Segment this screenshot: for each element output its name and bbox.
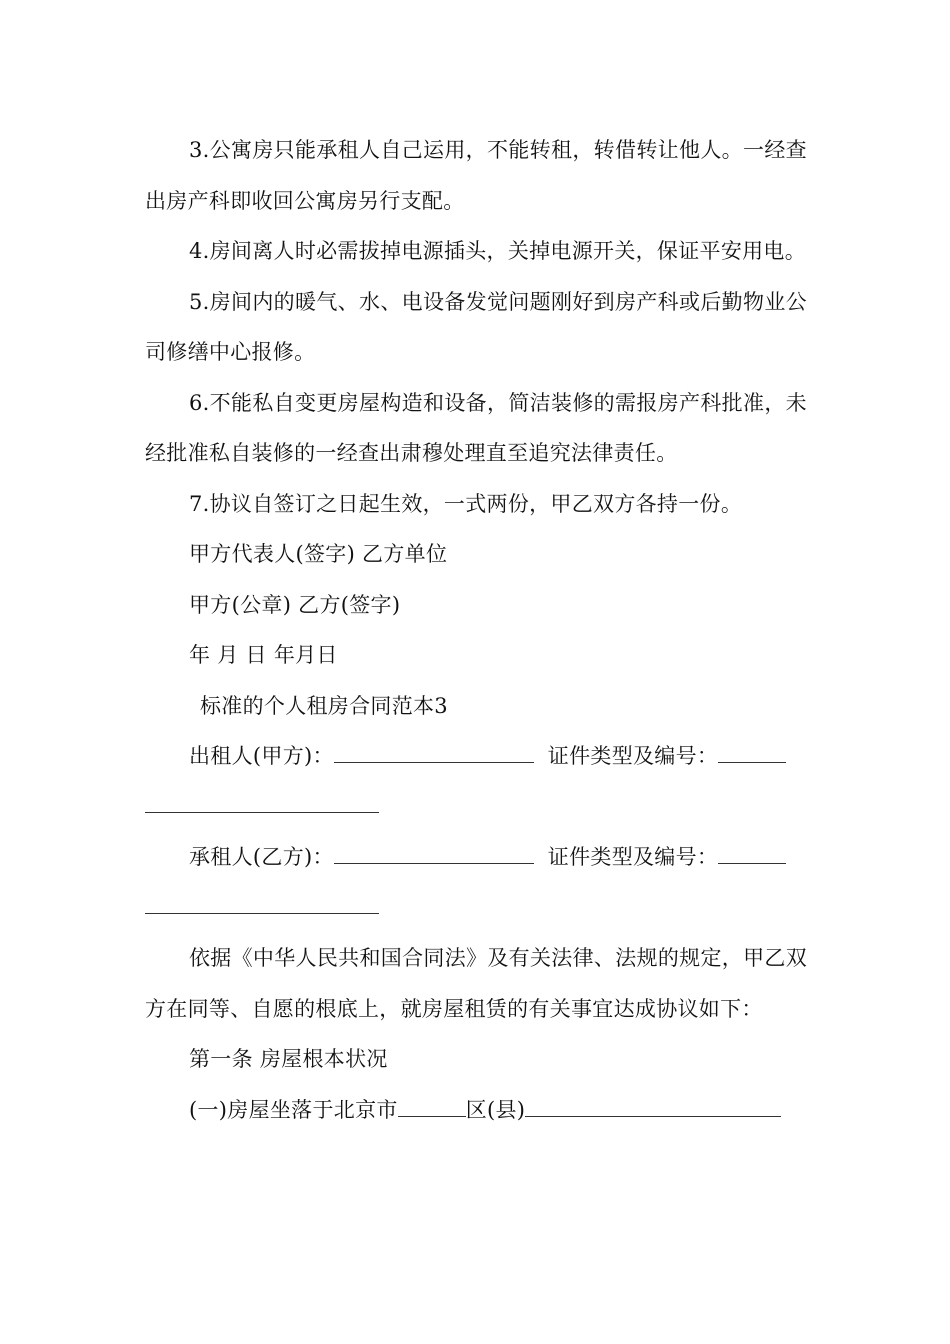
signature-line-1: 甲方代表人(签字) 乙方单位	[189, 542, 448, 566]
address-blank	[525, 1100, 781, 1117]
district-blank	[398, 1100, 466, 1117]
lessee-line	[145, 832, 807, 883]
clause-5: 5.房间内的暖气、水、电设备发觉问题刚好到房产科或后勤物业公司修缮中心报修。	[145, 289, 807, 364]
clause-3: 3.公寓房只能承租人自己运用，不能转租，转借转让他人。一经查出房产科即收回公寓房另行支配。	[145, 138, 807, 213]
lessor-id-label: 证件类型及编号：	[547, 744, 719, 768]
lessee-id-continuation	[145, 883, 807, 934]
lessor-label: 出租人(甲方)：	[189, 744, 334, 768]
document-page	[145, 125, 807, 1135]
lessee-label: 承租人(乙方)：	[189, 845, 334, 869]
item-1-mid: 区(县)	[465, 1097, 526, 1122]
lessor-id-blank-cont	[145, 812, 379, 813]
lessor-id-blank	[718, 746, 786, 763]
clause-6: 6.不能私自变更房屋构造和设备，简洁装修的需报房产科批准，未经批准私自装修的一经查出肃穆处理直至追究法律责任。	[145, 390, 807, 465]
signature-line-2: 甲方(公章) 乙方(签字)	[189, 592, 401, 617]
signature-date-line: 年 月 日 年月日	[189, 643, 338, 667]
lessor-id-continuation	[145, 782, 807, 833]
section-title: 标准的个人租房合同范本3	[200, 693, 448, 718]
item-1-prefix: (一)房屋坐落于北京市	[189, 1097, 398, 1122]
lessee-id-label: 证件类型及编号：	[547, 845, 719, 869]
clause-7: 7.协议自签订之日起生效，一式两份，甲乙双方各持一份。	[189, 491, 743, 516]
lessor-name-blank	[334, 746, 534, 763]
lessee-id-blank-cont	[145, 913, 379, 914]
basis-paragraph: 依据《中华人民共和国合同法》及有关法律、法规的规定，甲乙双方在同等、自愿的根底上，就房屋租赁的有关事宜达成协议如下：	[145, 946, 807, 1021]
lessor-line	[145, 731, 807, 782]
lessee-id-blank	[718, 847, 786, 864]
article-1-item-1	[145, 1085, 807, 1136]
article-1-title: 第一条 房屋根本状况	[189, 1047, 388, 1071]
clause-4: 4.房间离人时必需拔掉电源插头，关掉电源开关，保证平安用电。	[189, 239, 807, 263]
lessee-name-blank	[334, 847, 534, 864]
